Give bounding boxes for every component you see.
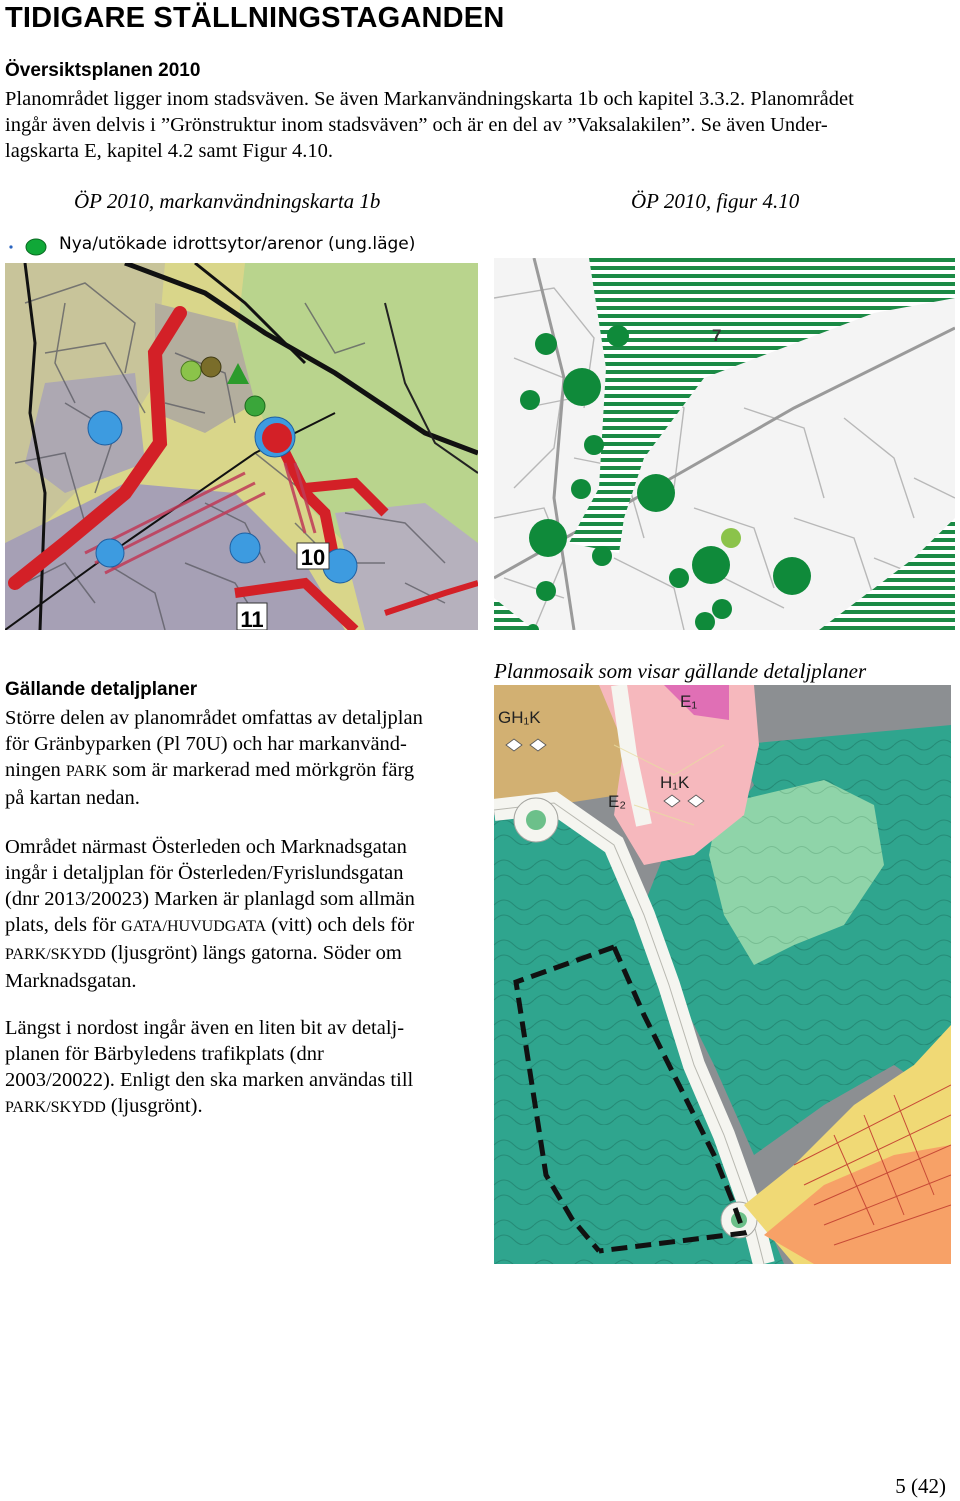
text-line: Större delen av planområdet omfattas av detaljplan [5,707,423,729]
map-label-7: 7 [712,326,722,345]
oversikt-line: ingår även delvis i ”Grönstruktur inom stadsväven” och är en del av ”Vaksalakilen”. Se även Under- [5,114,828,136]
legend-green-dot-icon [8,234,48,260]
detaljplaner-paragraph-3 [5,1015,475,1121]
text-segment: plats, dels för [5,914,122,936]
text-segment: ningen [5,759,66,781]
text-line [5,1093,475,1121]
land-use-code: PARK/SKYDD [5,1099,106,1116]
text-line: Området närmast Österleden och Marknadsgatan [5,836,407,858]
text-line: Marknadsgatan. [5,970,137,992]
oversikt-line: lagskarta E, kapitel 4.2 samt Figur 4.10. [5,140,333,162]
map-planmosaik [494,685,951,1264]
land-use-code: PARK [65,763,108,780]
text-segment: (vitt) och dels för [266,914,415,936]
detaljplaner-paragraph-1 [5,705,475,811]
text-segment: (ljusgrönt). [105,1095,203,1117]
text-line: (dnr 2013/20023) Marken är planlagd som allmän [5,888,415,910]
oversikt-line: Planområdet ligger inom stadsväven. Se även Markanvändningskarta 1b och kapitel 3.3.2. Planområdet [5,88,854,110]
page-title: TIDIGARE STÄLLNINGSTAGANDEN [5,2,505,34]
text-segment: (ljusgrönt) längs gatorna. Söder om [105,942,402,964]
mosaic-label-gh: GH₁K [498,708,541,727]
legend-label: Nya/utökade idrottsytor/arenor (ung.läge) [59,234,416,254]
text-segment: som är markerad med mörkgrön färg [107,759,415,781]
text-line: Längst i nordost ingår även en liten bit av detalj- [5,1017,405,1039]
mosaic-label-hk: H₁K [660,773,690,792]
section-heading-oversiktsplan: Översiktsplanen 2010 [5,60,201,81]
mosaic-label-e1: E₁ [680,692,698,711]
caption-right-map: ÖP 2010, figur 4.10 [631,189,800,213]
section-heading-detaljplaner: Gällande detaljplaner [5,679,198,700]
text-line: ingår i detaljplan för Österleden/Fyrislundsgatan [5,862,404,884]
caption-left-map: ÖP 2010, markanvändningskarta 1b [74,189,381,213]
text-line: för Gränbyparken (Pl 70U) och har markanvänd- [5,733,407,755]
page-number: 5 (42) [895,1474,946,1498]
text-line [5,757,475,785]
land-use-code: GATA/HUVUDGATA [121,918,267,935]
map-label-11: 11 [240,607,264,630]
text-line [5,912,475,940]
text-line: 2003/20022). Enligt den ska marken användas till [5,1069,414,1091]
detaljplaner-paragraph-2 [5,834,475,994]
land-use-code: PARK/SKYDD [5,946,106,963]
map-label-10: 10 [300,545,326,570]
text-line: planen för Bärbyledens trafikplats (dnr [5,1043,324,1065]
map-markanvandning [5,263,478,630]
map-figur-4-10 [494,258,955,630]
text-line [5,940,475,968]
caption-planmosaik: Planmosaik som visar gällande detaljplaner [494,659,867,683]
oversikt-paragraph [5,86,955,164]
mosaic-label-e2: E₂ [608,792,626,811]
text-line: på kartan nedan. [5,787,140,809]
